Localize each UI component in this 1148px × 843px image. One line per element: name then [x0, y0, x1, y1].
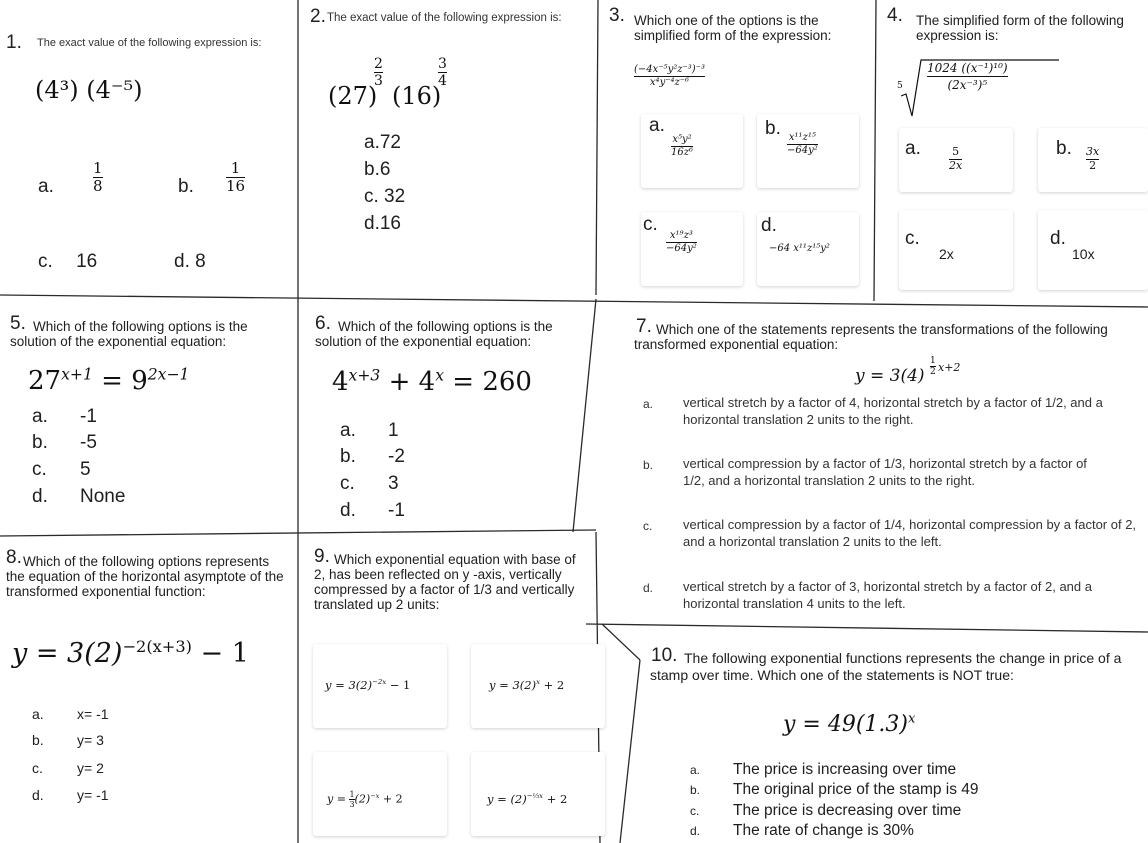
option-label: b. [178, 176, 194, 197]
option-b[interactable]: b.6 [364, 159, 391, 180]
fraction-denominator: 4 [438, 73, 447, 90]
option-fraction [226, 160, 245, 196]
option-label: d. [690, 824, 701, 838]
divider-q10-slant-top [602, 624, 640, 660]
option-value: -2 [388, 446, 405, 467]
option-label: d. [32, 486, 48, 507]
question-text: The exact value of the following expression is: [327, 12, 562, 24]
divider-col3-top [874, 0, 876, 301]
option-value: The original price of the stamp is 49 [733, 781, 979, 798]
root-index: 5 [897, 81, 903, 91]
option-a[interactable] [32, 706, 109, 722]
divider-row1 [0, 295, 1148, 307]
option-value: y= 2 [77, 760, 104, 776]
option-value: 10x [1072, 246, 1095, 262]
fraction-denominator: 2 [1086, 159, 1099, 173]
option-value: x= -1 [77, 706, 109, 722]
eq-plus: + [380, 367, 419, 397]
option-c[interactable] [32, 760, 104, 776]
eq-tail: + 2 [379, 792, 403, 806]
eq-exponent: −x [370, 792, 380, 801]
question-number: 10. [651, 645, 678, 666]
question-number: 4. [887, 5, 903, 26]
question-number: 7. [636, 316, 652, 337]
option-value: vertical stretch by a factor of 4, horizontal stretch by a factor of 1/2, and a horizontal translation 2 units to the right. [683, 395, 1103, 427]
eq-exponent-2: x [435, 366, 445, 385]
option-b[interactable] [690, 781, 979, 799]
option-label: c. [38, 251, 53, 272]
option-d[interactable] [1038, 210, 1148, 290]
fraction-numerator: 1 [230, 159, 241, 177]
eq-lhs: y = 3(2) [12, 638, 123, 669]
option-value: -1 [80, 406, 97, 427]
eq-base-1: 27 [28, 366, 62, 396]
option-d[interactable]: d.16 [364, 213, 401, 234]
fraction-numerator: x¹¹z¹⁵ [788, 132, 816, 143]
option-c[interactable]: c. 32 [364, 186, 406, 207]
question-number: 1. [6, 32, 22, 53]
option-label: b. [1056, 138, 1072, 159]
option-d[interactable] [174, 251, 206, 273]
fraction-denominator: (2x⁻³)⁵ [927, 76, 1008, 93]
option-label: c. [32, 459, 47, 480]
eq-exponent: −⅓x [526, 792, 544, 801]
question-expression [897, 56, 1067, 120]
eq-lhs: y = [327, 792, 350, 806]
option-label: a. [643, 397, 654, 411]
eq-tail: − 1 [386, 678, 411, 692]
divider-col2-top [596, 0, 598, 295]
option-d[interactable] [340, 500, 405, 522]
option-label: d. [761, 215, 777, 236]
option-value: vertical stretch by a factor of 3, horizontal stretch by a factor of 2, and a horizontal translation 4 units to the left. [683, 579, 1092, 611]
option-label: b. [32, 732, 44, 748]
question-equation [28, 366, 189, 396]
option-c[interactable] [899, 210, 1013, 290]
option-value: 16 [76, 251, 98, 272]
option-value: vertical compression by a factor of 1/4, horizontal compression by a factor of 2, and a horizontal translation 2 units to the left. [683, 517, 1137, 549]
option-value: The rate of change is 30% [733, 822, 914, 839]
option-label: c. [340, 473, 355, 494]
option-d[interactable] [690, 822, 914, 840]
option-label: b. [643, 458, 654, 472]
option-b[interactable] [32, 432, 97, 454]
eq-lhs: y = 3(2) [325, 678, 373, 692]
eq-base-2: 9 [131, 366, 148, 396]
expr-base-2: (16) [392, 82, 442, 110]
question-text: Which of the following options is the solution of the exponential equation: [315, 319, 553, 349]
option-label: c. [690, 804, 700, 818]
fraction-denominator: 16z⁶ [671, 146, 694, 158]
option-value: vertical compression by a factor of 1/3, horizontal stretch by a factor of 1/2, and a horizontal translation 2 units to the right. [683, 456, 1087, 488]
fraction-numerator: 1 [349, 790, 355, 799]
fraction-numerator: (−4x⁻⁵y²z⁻³)⁻³ [634, 64, 705, 75]
question-equation [783, 712, 915, 737]
question-number: 5. [10, 313, 26, 334]
eq-base-2: 4 [418, 367, 436, 397]
option-fraction [666, 230, 697, 254]
question-text: The following exponential functions represents the change in price of a stamp over time. Which one of the statements is NOT true: [650, 650, 1122, 683]
option-d[interactable] [32, 787, 109, 803]
eq-exponent-1: x+1 [61, 365, 93, 384]
option-c[interactable] [340, 473, 399, 495]
option-4[interactable] [471, 752, 605, 836]
option-b[interactable] [757, 114, 859, 188]
option-1[interactable] [313, 644, 447, 728]
eq-tail: + 2 [543, 792, 568, 806]
option-label: d. [1050, 228, 1066, 249]
eq-base-1: 4 [332, 367, 349, 397]
option-fraction [671, 134, 693, 158]
option-label: a. [38, 176, 54, 197]
option-b[interactable] [32, 732, 104, 748]
fraction-numerator: 1 [93, 159, 103, 177]
question-equation [12, 638, 249, 669]
question-text: Which of the following options represents the equation of the horizontal asymptote of the transformed exponential function: [6, 554, 284, 599]
question-number: 6. [315, 313, 331, 334]
option-value: −64 x¹¹z¹⁵y² [769, 243, 830, 254]
eq-exponent-2: 2x−1 [147, 365, 190, 384]
option-2[interactable] [471, 644, 605, 728]
option-label: a. [905, 138, 921, 159]
eq-lhs: y = 3(4) [855, 366, 925, 386]
option-3[interactable] [313, 752, 447, 836]
question-equation [855, 356, 995, 388]
expr-exponent-1 [374, 56, 383, 89]
option-value: y= -1 [77, 787, 109, 803]
fraction-numerator: 3x [1086, 145, 1100, 158]
eq-exponent: x [536, 678, 540, 687]
question-number: 8. [6, 547, 22, 568]
expr-base-1: (27) [328, 82, 378, 110]
question-text: Which exponential equation with base of 2, has been reflected on y -axis, vertically compressed by a factor of 1/3 and vertically translated up 2 units: [314, 552, 576, 612]
fraction-denominator: 3 [374, 73, 383, 90]
fraction-denominator: 3 [349, 800, 355, 810]
option-a[interactable] [641, 114, 743, 188]
option-a[interactable] [32, 406, 97, 428]
question-expression [634, 64, 705, 88]
expr-exponent-2 [438, 56, 447, 89]
option-a[interactable] [899, 128, 1013, 192]
eq-exponent: −2x [372, 678, 387, 687]
option-label: a. [690, 763, 701, 777]
option-value: None [80, 486, 126, 507]
option-label: a. [649, 115, 665, 136]
option-fraction [1086, 146, 1099, 172]
option-label: c. [643, 214, 658, 235]
radicand-fraction [927, 62, 1008, 93]
option-label: d. [643, 581, 654, 595]
divider-row2-right [586, 624, 1148, 632]
option-value: y= 3 [77, 732, 104, 748]
fraction-numerator: 2 [374, 56, 383, 72]
eq-lhs: y = 49(1.3) [783, 712, 908, 737]
question-text: Which one of the options is the simplified form of the expression: [634, 13, 832, 43]
option-label: c. [905, 228, 920, 249]
eq-exponent: −2(x+3) [122, 637, 192, 656]
eq-lhs: y = (2) [487, 792, 527, 806]
option-value: -5 [80, 432, 97, 453]
option-label: a. [32, 706, 44, 722]
fraction-numerator: 3 [438, 56, 447, 72]
option-value: 5 [80, 459, 91, 480]
eq-tail: + 2 [539, 678, 565, 692]
option-label: a. [340, 420, 356, 441]
option-equation [325, 678, 410, 692]
fraction-denominator: 2x [949, 158, 963, 172]
eq-tail: − 1 [191, 638, 249, 669]
option-label: b. [32, 432, 48, 453]
fraction-numerator: 1 [930, 356, 936, 366]
option-label: c. [643, 519, 653, 533]
option-a[interactable] [690, 761, 957, 779]
option-b[interactable] [340, 446, 405, 468]
option-label: d. 8 [174, 251, 206, 272]
eq-exponent-fraction [930, 356, 936, 378]
question-text: Which of the following options is the solution of the exponential equation: [10, 319, 248, 349]
option-label: b. [690, 783, 701, 797]
fraction-numerator: x¹⁹z³ [669, 230, 693, 241]
fraction-numerator: 1024 ((x⁻¹)¹⁰) [927, 61, 1008, 75]
option-value: 3 [388, 473, 399, 494]
question-text: Which one of the statements represents the transformations of the following transformed exponential equation: [634, 322, 1108, 352]
option-a[interactable]: a.72 [364, 132, 401, 153]
question-expression: (4³) (4⁻⁵) [35, 76, 143, 104]
fraction-numerator: 5 [952, 145, 960, 158]
question-text: The simplified form of the following expression is: [916, 13, 1124, 43]
question-number: 3. [609, 5, 625, 26]
eq-exponent: x [908, 711, 916, 727]
option-equation [327, 790, 403, 809]
option-fraction [949, 146, 962, 172]
option-value: -1 [388, 500, 405, 521]
option-a[interactable] [340, 420, 399, 442]
eq-equals: = [92, 366, 132, 396]
eq-lhs: y = 3(2) [489, 678, 537, 692]
option-label: d. [340, 500, 356, 521]
option-label: b. [765, 118, 781, 139]
question-equation [332, 367, 532, 397]
option-label: b. [340, 446, 356, 467]
fraction-denominator: 8 [93, 177, 103, 196]
option-value: 1 [388, 420, 399, 441]
fraction-denominator: 16 [226, 177, 246, 196]
option-fraction [93, 160, 103, 196]
option-value: 2x [939, 246, 954, 262]
option-d[interactable] [757, 212, 859, 286]
question-number: 2. [310, 6, 326, 27]
option-fraction [787, 132, 818, 156]
eq-base: (2) [354, 792, 371, 806]
option-c[interactable] [641, 212, 743, 286]
option-b[interactable] [1038, 128, 1148, 192]
option-value: The price is increasing over time [733, 761, 957, 778]
option-value: The price is decreasing over time [733, 802, 962, 819]
fraction-denominator: 2 [930, 367, 936, 378]
option-label: d. [32, 787, 44, 803]
eq-rhs: = 260 [444, 367, 532, 397]
option-equation [489, 678, 564, 692]
option-c[interactable] [32, 459, 91, 481]
option-equation [487, 792, 567, 806]
question-number: 9. [314, 546, 330, 567]
fraction-denominator: −64y² [666, 242, 697, 254]
fraction-denominator: x⁴y⁻⁴z⁻⁶ [634, 76, 705, 89]
option-d[interactable] [32, 486, 126, 508]
option-label: a. [32, 406, 48, 427]
option-label: c. [32, 760, 43, 776]
question-expression [328, 56, 578, 116]
question-text: The exact value of the following expression is: [37, 37, 262, 49]
divider-q10-slant-bottom [620, 660, 640, 843]
option-c[interactable] [38, 251, 97, 273]
fraction-numerator: x⁵y² [672, 134, 692, 145]
eq-exponent-tail: x+2 [938, 361, 961, 374]
fraction-denominator: −64y² [787, 144, 818, 156]
eq-exponent-1: x+3 [348, 366, 381, 385]
option-c[interactable] [690, 802, 962, 820]
